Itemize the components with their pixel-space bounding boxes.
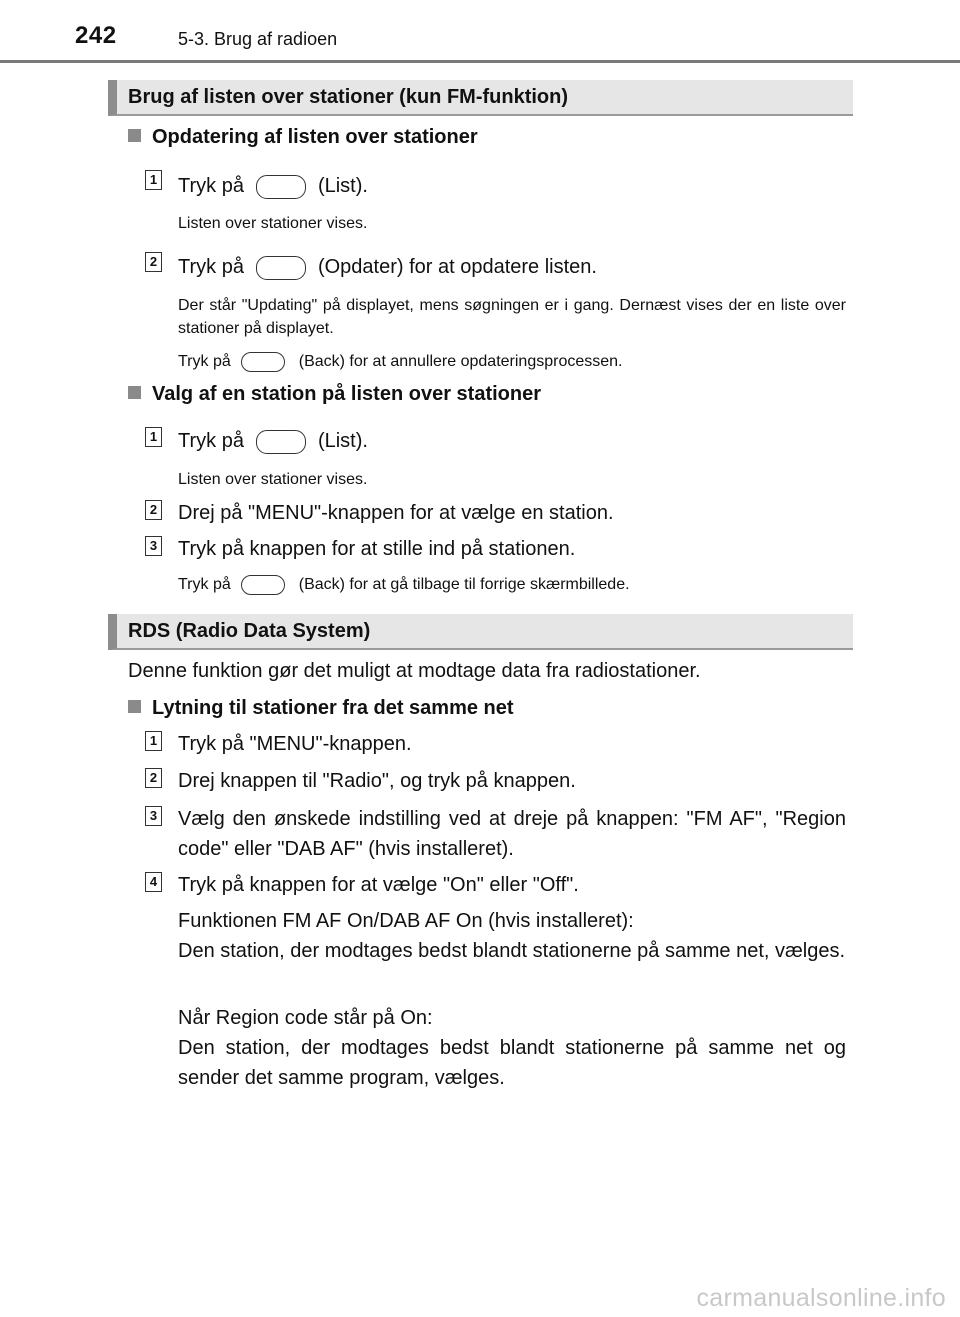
- step-text: Tryk på knappen for at stille ind på stationen.: [178, 538, 576, 560]
- step-number: 1: [145, 170, 162, 190]
- subsection-heading: Lytning til stationer fra det samme net: [128, 695, 514, 721]
- step-text: Drej knappen til "Radio", og tryk på knappen.: [178, 770, 576, 792]
- header-divider: [0, 60, 960, 63]
- list-button-icon: [256, 430, 306, 454]
- step-note: Listen over stationer vises.: [178, 471, 368, 488]
- update-button-icon: [256, 256, 306, 280]
- step-number: 4: [145, 872, 162, 892]
- bullet-square-icon: [128, 700, 141, 713]
- back-button-icon: [241, 352, 285, 372]
- step-number: 2: [145, 252, 162, 272]
- info-paragraph: Funktionen FM AF On/DAB AF On (hvis installeret): Den station, der modtages bedst blandt stationerne på samme net, vælges.: [178, 910, 846, 962]
- step-number: 3: [145, 536, 162, 556]
- step-note: Tryk på (Back) for at annullere opdateringsprocessen.: [178, 353, 623, 370]
- step-text: Tryk på "MENU"-knappen.: [178, 733, 412, 755]
- chapter-title: 5-3. Brug af radioen: [178, 29, 338, 49]
- step-text: Tryk på (List).: [178, 430, 368, 452]
- intro-paragraph: Denne funktion gør det muligt at modtage data fra radiostationer.: [128, 660, 701, 682]
- page-number: 242: [75, 22, 117, 49]
- step-number: 3: [145, 806, 162, 826]
- step-number: 1: [145, 427, 162, 447]
- page-header: [0, 0, 960, 64]
- list-button-icon: [256, 175, 306, 199]
- step-note: Listen over stationer vises.: [178, 215, 368, 232]
- subsection-heading: Opdatering af listen over stationer: [128, 124, 478, 150]
- step-text: Vælg den ønskede indstilling ved at dreje på knappen: "FM AF", "Region code" eller "DAB AF" (hvis installeret).: [178, 808, 846, 860]
- step-number: 2: [145, 768, 162, 788]
- section-title: Brug af listen over stationer (kun FM-funktion): [108, 80, 853, 116]
- step-text: Tryk på (Opdater) for at opdatere listen.: [178, 256, 597, 278]
- section-title: RDS (Radio Data System): [108, 614, 853, 650]
- step-note: Tryk på (Back) for at gå tilbage til forrige skærmbillede.: [178, 576, 630, 593]
- watermark: carmanualsonline.info: [696, 1284, 946, 1312]
- step-text: Drej på "MENU"-knappen for at vælge en station.: [178, 502, 614, 524]
- step-note: Der står "Updating" på displayet, mens søgningen er i gang. Dernæst vises der en liste over stationer på displayet.: [178, 297, 846, 337]
- step-number: 1: [145, 731, 162, 751]
- back-button-icon: [241, 575, 285, 595]
- subsection-heading: Valg af en station på listen over stationer: [128, 381, 541, 407]
- step-text: Tryk på (List).: [178, 175, 368, 197]
- bullet-square-icon: [128, 386, 141, 399]
- bullet-square-icon: [128, 129, 141, 142]
- step-text: Tryk på knappen for at vælge "On" eller "Off".: [178, 874, 579, 896]
- info-paragraph: Når Region code står på On: Den station, der modtages bedst blandt stationerne på samme net og sender det samme program, vælges.: [178, 1007, 846, 1089]
- step-number: 2: [145, 500, 162, 520]
